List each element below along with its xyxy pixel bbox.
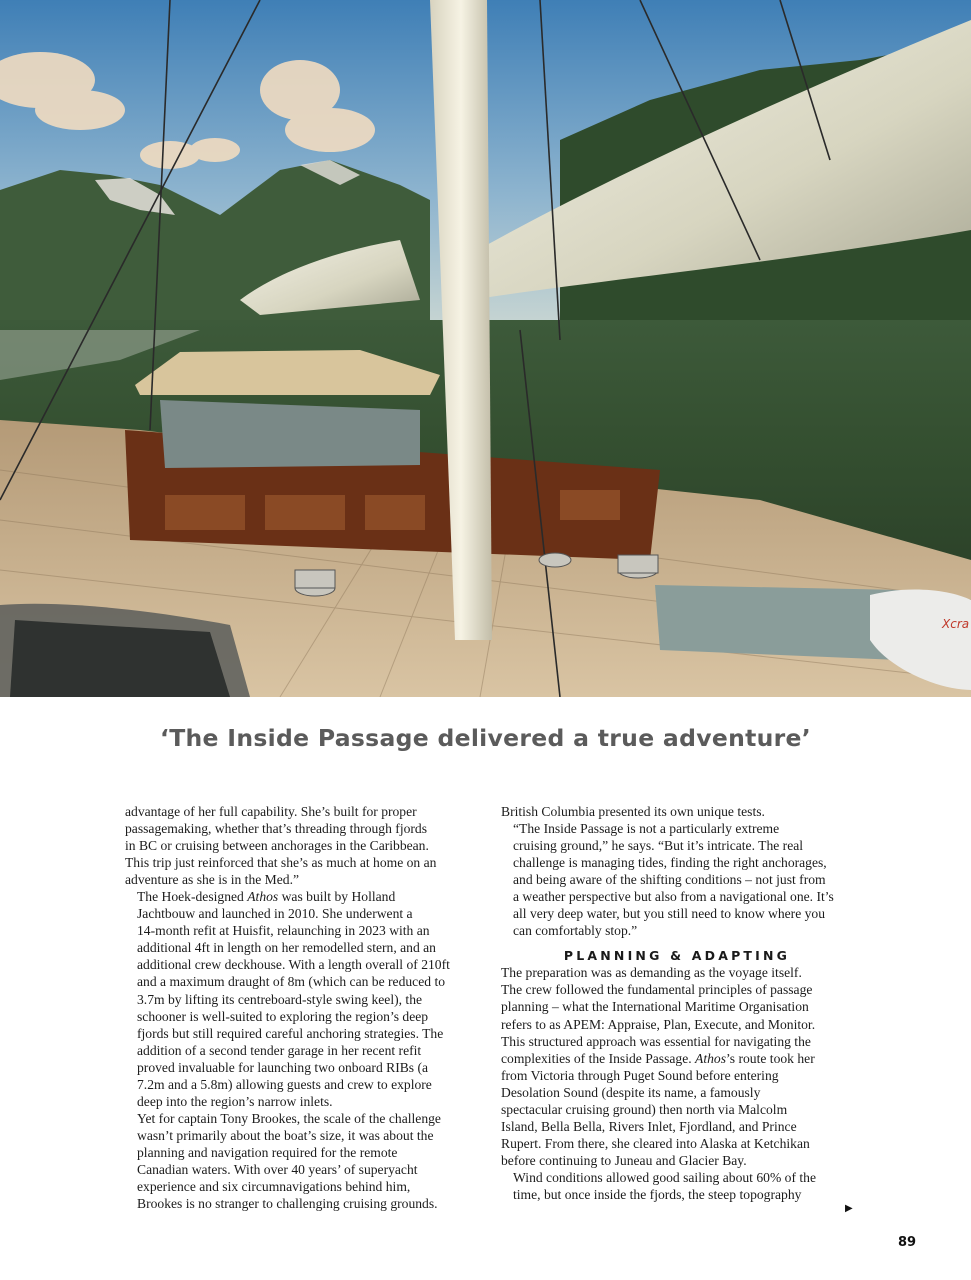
text-line: Island, Bella Bella, Rivers Inlet, Fjordland, and Prince xyxy=(501,1118,797,1134)
text-line: and a maximum draught of 8m (which can be reduced to xyxy=(137,974,446,990)
text-line: all very deep water, but you still need to know where you xyxy=(513,906,826,922)
tender-logo: Xcra xyxy=(942,617,970,631)
text-line: adventure as she is in the Med.” xyxy=(125,872,300,888)
vessel-name: Athos xyxy=(247,889,279,905)
text-line: 7.2m and a 5.8m) allowing guests and crew to explore xyxy=(137,1076,432,1092)
text-line: planning – what the International Maritime Organisation xyxy=(501,999,809,1015)
text-line: 3.7m by lifting its centreboard-style swing keel), the xyxy=(137,991,423,1007)
text-line: schooner is well-suited to exploring the region’s deep xyxy=(137,1008,429,1024)
text-line: 14-month refit at Huisfit, relaunching in 2023 with an xyxy=(137,923,430,939)
page-number: 89 xyxy=(898,1235,917,1250)
text-line: and being aware of the shifting conditions – not just from xyxy=(513,872,826,888)
text-line: challenge is managing tides, finding the right anchorages, xyxy=(513,855,827,871)
vessel-name: Athos xyxy=(695,1050,727,1066)
text-line: time, but once inside the fjords, the steep topography xyxy=(513,1186,802,1202)
paragraph xyxy=(125,1110,475,1212)
text-line: deep into the region’s narrow inlets. xyxy=(137,1093,333,1109)
paragraph xyxy=(501,964,853,1169)
text-line: additional crew deckhouse. With a length overall of 210ft xyxy=(137,957,450,973)
text-line: refers to as APEM: Appraise, Plan, Execute, and Monitor. xyxy=(501,1016,816,1032)
text-line: Wind conditions allowed good sailing about 60% of the xyxy=(513,1169,816,1185)
text-line: additional 4ft in length on her remodelled stern, and an xyxy=(137,940,436,956)
text-line: wasn’t primarily about the boat’s size, it was about the xyxy=(137,1127,434,1143)
paragraph xyxy=(501,1169,853,1203)
text-line: This trip just reinforced that she’s as much at home on an xyxy=(125,855,437,871)
text-line: fjords but still required careful anchoring strategies. The xyxy=(137,1025,444,1041)
text-line: experience and six circumnavigations behind him, xyxy=(137,1179,411,1195)
paragraph xyxy=(125,803,475,888)
text-line: Canadian waters. With over 40 years’ of superyacht xyxy=(137,1161,418,1177)
text-line: advantage of her full capability. She’s built for proper xyxy=(125,804,417,819)
pull-quote: ‘The Inside Passage delivered a true adventure’ xyxy=(159,724,812,752)
text-line: from Victoria through Puget Sound before entering xyxy=(501,1067,779,1083)
text-line: before continuing to Juneau and Glacier Bay. xyxy=(501,1152,747,1168)
text-line: The crew followed the fundamental principles of passage xyxy=(501,982,813,998)
text-line: This structured approach was essential for navigating the xyxy=(501,1033,811,1049)
text-line: in BC or cruising between anchorages in the Caribbean. xyxy=(125,838,429,854)
text-line: “The Inside Passage is not a particularly extreme xyxy=(513,821,780,837)
text-line: can comfortably stop.” xyxy=(513,923,638,939)
text-line: a weather perspective but also from a navigational one. It’s xyxy=(513,889,834,905)
paragraph xyxy=(501,803,853,820)
cockpit-cushions xyxy=(160,400,420,468)
continue-arrow-icon: ▶ xyxy=(845,1203,853,1214)
text-line: passagemaking, whether that’s threading through fjords xyxy=(125,821,428,837)
text-line: spectacular cruising ground) then north via Malcolm xyxy=(501,1101,788,1117)
text-column-right xyxy=(501,803,853,1203)
text-line: addition of a second tender garage in her recent refit xyxy=(137,1042,422,1058)
section-subhead: PLANNING & ADAPTING xyxy=(563,948,791,964)
text-line: complexities of the Inside Passage. Athos’s route took her xyxy=(501,1050,815,1066)
text-line: British Columbia presented its own unique tests. xyxy=(501,804,765,819)
text-line: Rupert. From there, she cleared into Alaska at Ketchikan xyxy=(501,1135,810,1151)
text-line: Jachtbouw and launched in 2010. She underwent a xyxy=(137,906,413,922)
text-line: The Hoek-designed Athos was built by Holland xyxy=(137,889,396,905)
text-line: Brookes is no stranger to challenging cruising grounds. xyxy=(137,1196,438,1212)
side-bench xyxy=(655,585,900,660)
text-line: planning and navigation required for the remote xyxy=(137,1144,398,1160)
paragraph xyxy=(501,820,853,939)
text-line: The preparation was as demanding as the voyage itself. xyxy=(501,965,802,981)
text-line: Yet for captain Tony Brookes, the scale of the challenge xyxy=(137,1110,441,1126)
text-line: Desolation Sound (despite its name, a famously xyxy=(501,1084,761,1100)
text-line: proved invaluable for launching two onboard RIBs (a xyxy=(137,1059,429,1075)
paragraph xyxy=(125,888,475,1110)
text-column-left xyxy=(125,803,475,1212)
text-line: cruising ground,” he says. “But it’s intricate. The real xyxy=(513,838,804,854)
